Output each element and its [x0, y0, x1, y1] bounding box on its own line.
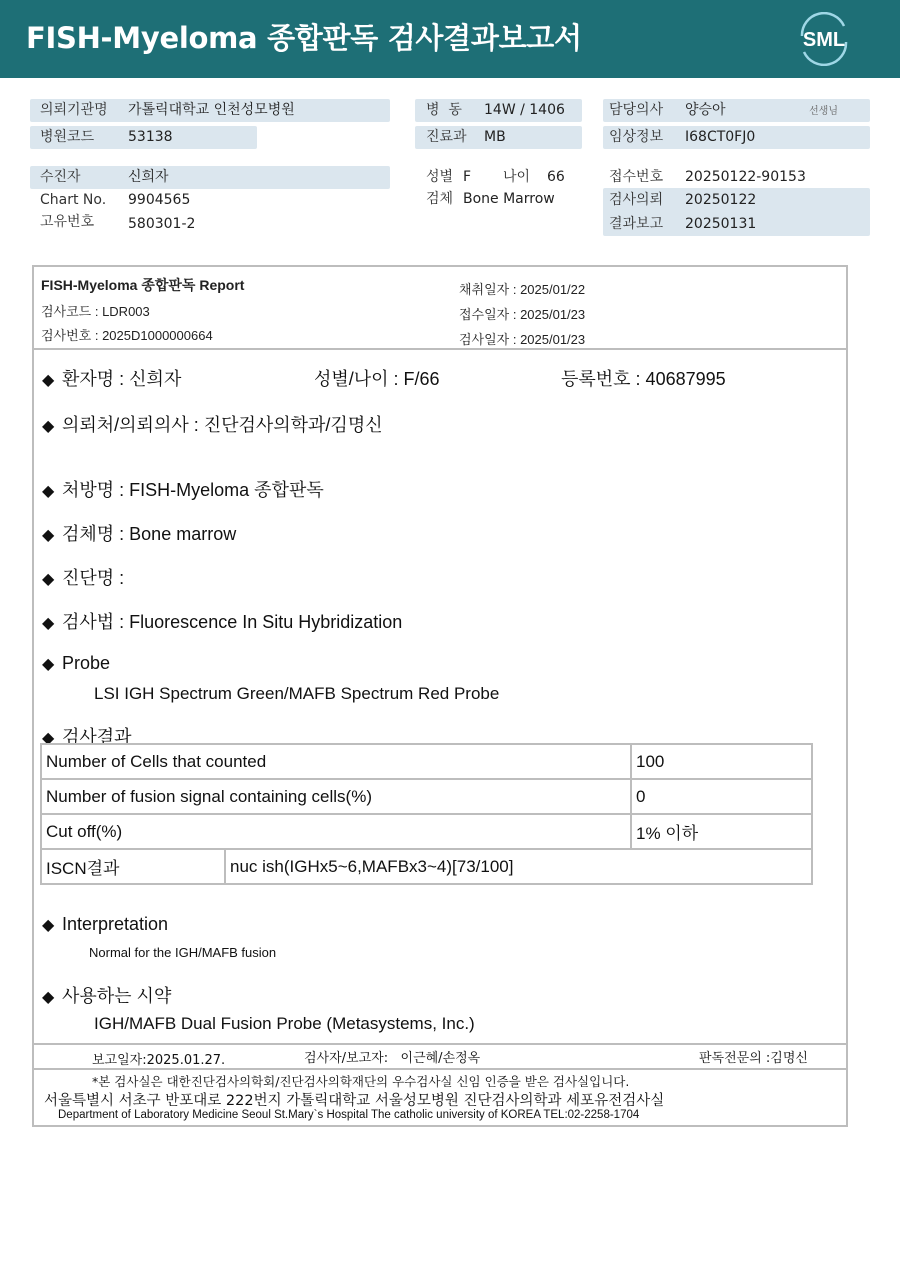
dept-label: 진료과: [426, 129, 467, 145]
specimen-value: Bone Marrow: [463, 191, 555, 207]
sex-value: F: [463, 169, 472, 185]
interpretation-heading: [42, 914, 168, 935]
test-date: 검사일자 : 2025/01/23: [459, 332, 586, 347]
diamond-bullet-icon: ◆: [42, 615, 55, 632]
report-date: 보고일자:2025.01.27.: [92, 1053, 226, 1068]
sex-label: 성별: [426, 169, 454, 185]
result-label-cell: Number of Cells that counted: [41, 744, 631, 779]
specimen-label: 검체: [426, 191, 454, 207]
interpretation-label: Interpretation: [62, 914, 169, 934]
result-value-cell: 0: [631, 779, 812, 814]
label-bg: [30, 166, 390, 189]
test-number: 검사번호 : 2025D1000000664: [41, 328, 213, 343]
chart-value: 9904565: [128, 192, 191, 208]
reagent-text: IGH/MAFB Dual Fusion Probe (Metasystems, Inc.): [94, 1014, 475, 1033]
institution-value: 가톨릭대학교 인천성모병원: [128, 102, 295, 118]
prescription-line: [42, 476, 324, 502]
report-header: [0, 0, 900, 78]
unique-label: 고유번호: [40, 214, 95, 230]
report-box: [32, 265, 848, 1127]
result-label-cell: Cut off(%): [41, 814, 631, 849]
address: 서울특별시 서초구 반포대로 222번지 가톨릭대학교 서울성모병원 진단검사의학과 세포유전검사실: [44, 1093, 665, 1109]
result-label-cell: Number of fusion signal containing cells(%): [41, 779, 631, 814]
diamond-bullet-icon: ◆: [42, 571, 55, 588]
diagnosis: 진단명 :: [62, 568, 125, 588]
diamond-bullet-icon: ◆: [42, 418, 55, 435]
result-label: 결과보고: [609, 216, 664, 232]
reporter: 검사자/보고자: 이근혜/손정옥: [304, 1051, 481, 1066]
clinical-label: 임상정보: [609, 129, 664, 145]
reagent-label: 사용하는 시약: [62, 986, 172, 1006]
interpretation-text: Normal for the IGH/MAFB fusion: [89, 945, 277, 960]
sml-logo: [796, 12, 852, 66]
doctor-label: 담당의사: [609, 102, 664, 118]
diamond-bullet-icon: ◆: [42, 917, 55, 934]
page-title: FISH-Myeloma 종합판독 검사결과보고서: [26, 21, 582, 55]
results-table: [40, 743, 813, 885]
department-english: Department of Laboratory Medicine Seoul St.Mary`s Hospital The catholic university of KOREA TEL:02-2258-1704: [58, 1109, 640, 1121]
patient-label: 수진자: [40, 169, 81, 185]
method-line: [42, 608, 402, 634]
diamond-bullet-icon: ◆: [42, 730, 55, 747]
ward-label: 병 동: [426, 102, 462, 118]
footer-divider: [34, 1068, 846, 1070]
result-value-cell: 1% 이하: [631, 814, 812, 849]
test-code: 검사코드 : LDR003: [41, 304, 150, 319]
ward-value: 14W / 1406: [484, 102, 565, 118]
doctor-suffix: 선생님: [809, 106, 838, 117]
probe-name: LSI IGH Spectrum Green/MAFB Spectrum Red Probe: [94, 684, 500, 703]
diamond-bullet-icon: ◆: [42, 656, 55, 673]
results-label: 검사결과: [62, 727, 132, 747]
table-row: [41, 744, 812, 779]
result-value-cell: 100: [631, 744, 812, 779]
chart-label: Chart No.: [40, 192, 107, 208]
specialist: 판독전문의 :김명신: [699, 1051, 808, 1066]
diamond-bullet-icon: ◆: [42, 527, 55, 544]
dept-value: MB: [484, 129, 506, 145]
specimen-line: [42, 520, 236, 546]
report-head: [34, 267, 846, 350]
reg-no-line: 등록번호 : 40687995: [561, 369, 726, 389]
patient-value: 신희자: [128, 169, 169, 185]
accession-value: 20250122-90153: [685, 169, 806, 185]
age-label: 나이: [503, 169, 531, 185]
patient-name: 환자명 : 신희자: [62, 369, 182, 389]
diamond-bullet-icon: ◆: [42, 372, 55, 389]
report-title: FISH-Myeloma 종합판독 Report: [41, 277, 245, 293]
hospital-code-label: 병원코드: [40, 129, 95, 145]
result-value: 20250131: [685, 216, 757, 232]
age-value: 66: [547, 169, 565, 185]
diagnosis-line: [42, 564, 124, 590]
diamond-bullet-icon: ◆: [42, 989, 55, 1006]
receive-date: 접수일자 : 2025/01/23: [459, 307, 586, 322]
table-row: [41, 779, 812, 814]
iscn-value-cell: nuc ish(IGHx5~6,MAFBx3~4)[73/100]: [225, 849, 812, 884]
request-label: 검사의뢰: [609, 192, 664, 208]
footer-divider: [34, 1043, 846, 1045]
table-row: [41, 814, 812, 849]
probe-label: Probe: [62, 653, 111, 673]
clinical-value: I68CT0FJ0: [685, 129, 756, 145]
probe-heading: [42, 653, 110, 674]
unique-value: 580301-2: [128, 216, 196, 232]
iscn-label-cell: ISCN결과: [41, 849, 225, 884]
prescription: 처방명 : FISH-Myeloma 종합판독: [62, 480, 324, 500]
accession-label: 접수번호: [609, 169, 664, 185]
hospital-code-value: 53138: [128, 129, 173, 145]
reagent-heading: [42, 982, 171, 1008]
referrer: 의뢰처/의뢰의사 : 진단검사의학과/김명신: [62, 415, 383, 435]
sml-logo-text: SML: [802, 29, 846, 51]
sex-age-line: 성별/나이 : F/66: [314, 369, 440, 389]
request-value: 20250122: [685, 192, 757, 208]
diamond-bullet-icon: ◆: [42, 483, 55, 500]
specimen-name: 검체명 : Bone marrow: [62, 524, 237, 544]
referrer-line: [42, 411, 383, 437]
doctor-value: 양승아: [685, 102, 726, 118]
collect-date: 채취일자 : 2025/01/22: [459, 282, 586, 297]
patient-name-line: [42, 365, 181, 391]
method: 검사법 : Fluorescence In Situ Hybridization: [62, 612, 403, 632]
institution-label: 의뢰기관명: [40, 102, 108, 118]
certification-note: *본 검사실은 대한진단검사의학회/진단검사의학재단의 우수검사실 신임 인증을 받은 검사실입니다.: [92, 1074, 630, 1089]
table-row: [41, 849, 812, 884]
